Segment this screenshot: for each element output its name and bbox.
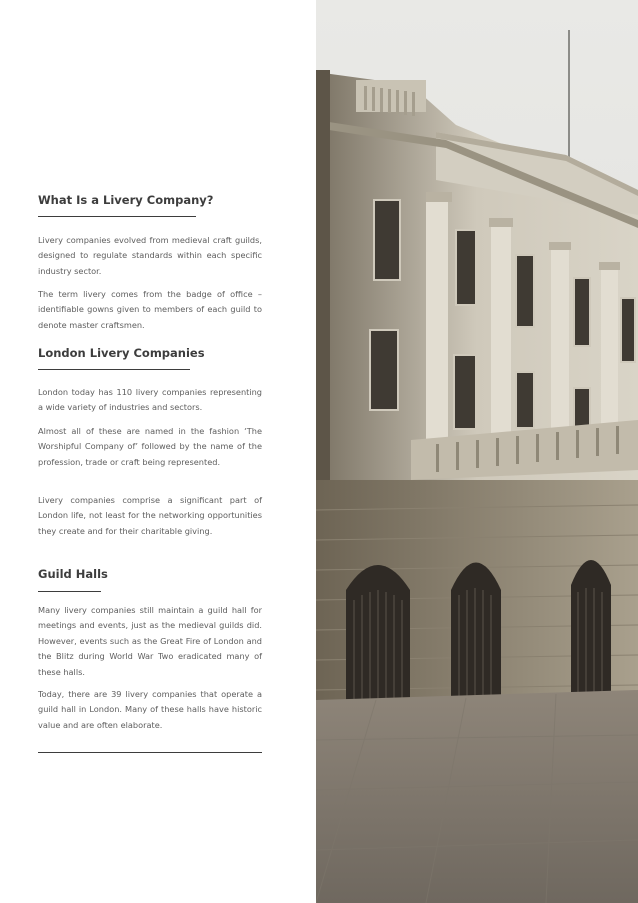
paragraph: The term livery comes from the badge of office – identifiable gowns given to members of each guild to denote master craftsmen. — [38, 289, 262, 330]
paragraph: Almost all of these are named in the fashion ‘The Worshipful Company of’ followed by the name of the profession, trade or craft being represented. — [38, 426, 262, 467]
guild-hall-photo — [316, 0, 638, 903]
heading-underline — [38, 369, 190, 370]
paragraph: London today has 110 livery companies representing a wide variety of industries and sectors. — [38, 387, 262, 413]
building-illustration — [316, 0, 638, 903]
heading-what-is-livery-company: What Is a Livery Company? — [38, 193, 214, 207]
heading-underline — [38, 591, 101, 592]
heading-underline — [38, 216, 196, 217]
paragraph: Livery companies comprise a significant part of London life, not least for the networking opportunities they create and for their charitable giving. — [38, 495, 262, 536]
paragraph: Today, there are 39 livery companies that operate a guild hall in London. Many of these halls have historic value and are often elaborate. — [38, 689, 262, 730]
paragraph: Livery companies evolved from medieval craft guilds, designed to regulate standards within each specific industry sector. — [38, 235, 262, 276]
paragraph: Many livery companies still maintain a guild hall for meetings and events, just as the medieval guilds did. However, events such as the Great Fire of London and the Blitz during World War Two eradicated many of these halls. — [38, 605, 262, 677]
heading-london-livery-companies: London Livery Companies — [38, 346, 205, 360]
closing-rule — [38, 752, 262, 753]
heading-guild-halls: Guild Halls — [38, 567, 108, 581]
